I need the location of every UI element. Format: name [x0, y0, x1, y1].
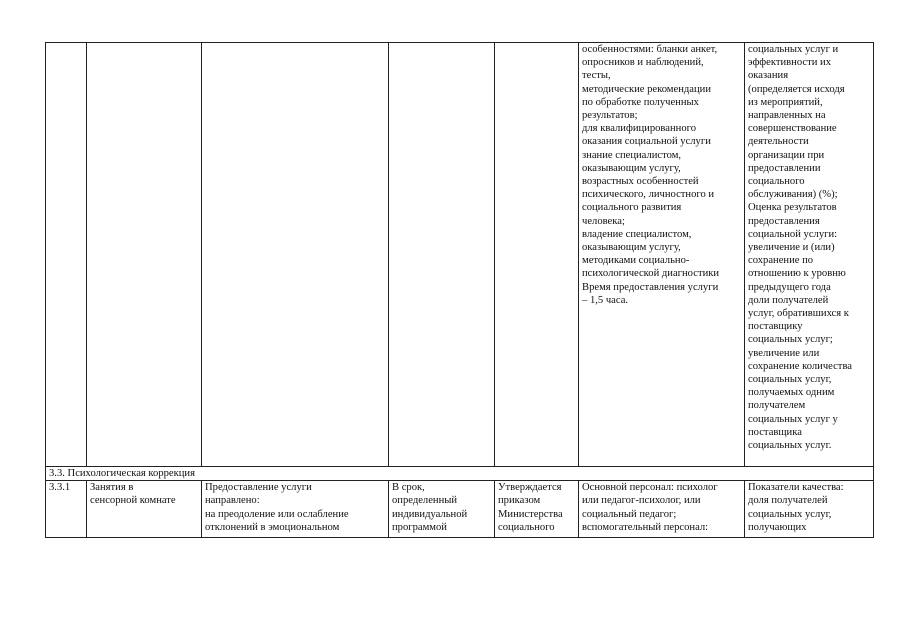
table-row-continued	[46, 43, 874, 467]
service-quality: Показатели качества: доля получателей социальных услуг, получающих	[745, 481, 874, 538]
cell-quality-indicators: социальных услуг и эффективности их оказания (определяется исходя из мероприятий, направленных на совершенствование деятельности организации при предоставлении социального обслуживания) (%); Оценка результатов предоставления социальной услуги: увеличение и (или) сохранение по отношению к уровню предыдущего года доли получателей услуг, обратившихся к поставщику социальных услуг; увеличение или сохранение количества социальных услуг, получаемых одним получателем социальных услуг у поставщика социальных услуг.	[745, 43, 874, 467]
cell-description	[202, 43, 389, 467]
table-row	[46, 481, 874, 538]
cell-service-name	[87, 43, 202, 467]
section-heading: 3.3. Психологическая коррекция	[46, 467, 874, 481]
cell-conditions: особенностями: бланки анкет, опросников и наблюдений, тесты, методические рекомендации по обработке полученных результатов; для квалифицированного оказания социальной услуги знание специалистом, оказывающим услугу, возрастных особенностей психического, личностного и социального развития человека; владение специалистом, оказывающим услугу, методиками социально- психологической диагностики Время предоставления услуги – 1,5 часа.	[579, 43, 745, 467]
service-name: Занятия в сенсорной комнате	[87, 481, 202, 538]
cell-term	[389, 43, 495, 467]
service-staff: Основной персонал: психолог или педагог-психолог, или социальный педагог; вспомогательный персонал:	[579, 481, 745, 538]
cell-number	[46, 43, 87, 467]
row-number: 3.3.1	[46, 481, 87, 538]
cell-approval	[495, 43, 579, 467]
section-heading-row	[46, 467, 874, 481]
service-term: В срок, определенный индивидуальной программой	[389, 481, 495, 538]
service-description: Предоставление услуги направлено: на преодоление или ослабление отклонений в эмоциональном	[202, 481, 389, 538]
services-table	[45, 42, 874, 538]
service-approval: Утверждается приказом Министерства социального	[495, 481, 579, 538]
